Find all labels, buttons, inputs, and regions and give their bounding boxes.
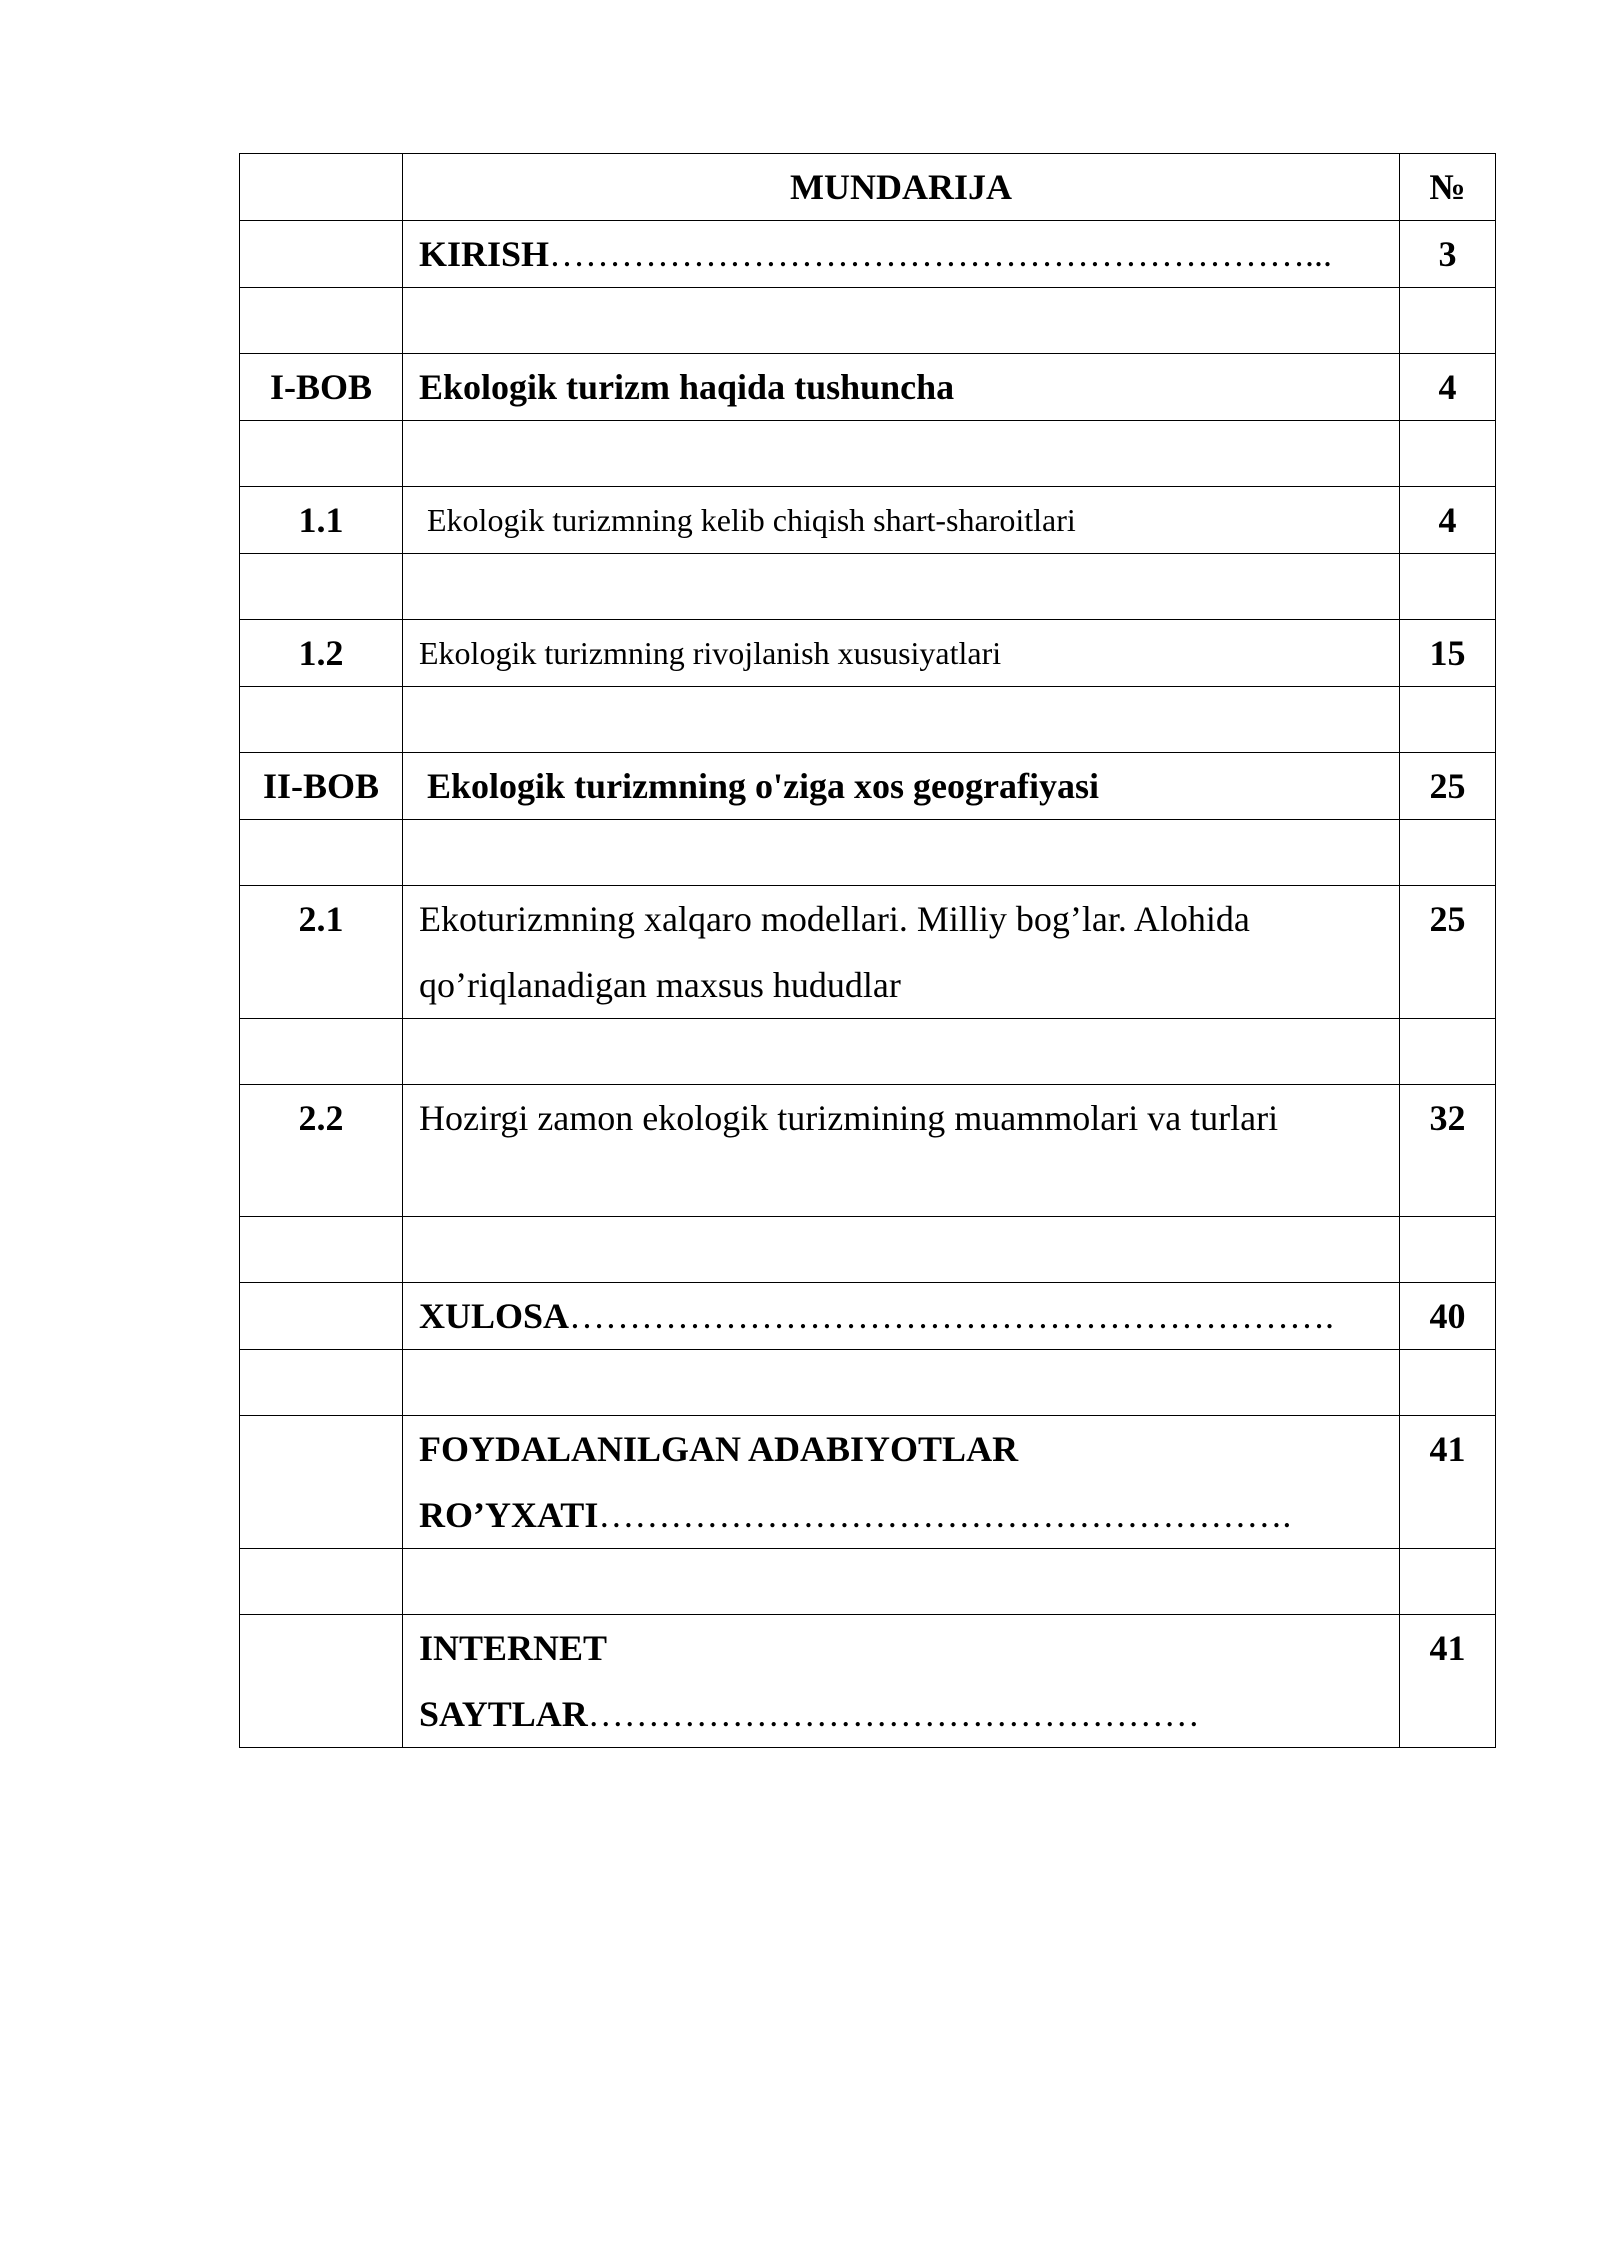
toc-entry-num [240, 1416, 403, 1549]
toc-cell-empty [240, 154, 403, 221]
toc-spacer-row [240, 288, 1496, 354]
toc-entry-page: 41 [1400, 1416, 1496, 1549]
toc-spacer-row [240, 687, 1496, 753]
toc-entry-title-line1: INTERNET [419, 1628, 608, 1668]
toc-entry-page: 15 [1400, 620, 1496, 687]
toc-entry-page: 4 [1400, 487, 1496, 554]
toc-entry-num [240, 221, 403, 288]
toc-row-section-2-2 [240, 1085, 1496, 1217]
toc-spacer-row [240, 421, 1496, 487]
toc-title: MUNDARIJA [403, 154, 1400, 221]
toc-entry-page: 4 [1400, 354, 1496, 421]
toc-spacer-row [240, 1019, 1496, 1085]
toc-entry-title: Ekologik turizm haqida tushuncha [403, 354, 1400, 421]
toc-entry-leader: ………………………………………………………... [549, 234, 1333, 274]
toc-row-chapter-1 [240, 354, 1496, 421]
toc-entry-leader: ………………………………………………………. [569, 1296, 1335, 1336]
toc-entry-leader: …………………………………………………. [598, 1495, 1292, 1535]
toc-entry-title: Ekologik turizmning o'ziga xos geografiyasi [403, 753, 1400, 820]
toc-entry-page: 25 [1400, 886, 1496, 1019]
toc-entry-title [403, 1615, 1400, 1748]
toc-entry-title: Ekologik turizmning kelib chiqish shart-sharoitlari [403, 487, 1400, 554]
toc-row-section-1-1 [240, 487, 1496, 554]
toc-spacer-row [240, 1350, 1496, 1416]
toc-entry-page: 25 [1400, 753, 1496, 820]
toc-entry-num [240, 1615, 403, 1748]
toc-row-conclusion [240, 1283, 1496, 1350]
toc-entry-num: 2.1 [240, 886, 403, 1019]
toc-entry-title: Ekologik turizmning rivojlanish xususiyatlari [403, 620, 1400, 687]
toc-entry-title: Ekoturizmning xalqaro modellari. Milliy bog’lar. Alohida qo’riqlanadigan maxsus hududlar [403, 886, 1400, 1019]
table-of-contents [239, 153, 1496, 1748]
toc-entry-num: II-BOB [240, 753, 403, 820]
toc-row-section-1-2 [240, 620, 1496, 687]
toc-entry-title-line2: RO’YXATI [419, 1495, 599, 1535]
toc-entry-num: I-BOB [240, 354, 403, 421]
toc-entry-num [240, 1283, 403, 1350]
toc-entry-title [403, 1416, 1400, 1549]
toc-row-references [240, 1416, 1496, 1549]
toc-entry-num: 1.2 [240, 620, 403, 687]
toc-row-internet-sites [240, 1615, 1496, 1748]
toc-spacer-row [240, 820, 1496, 886]
toc-entry-num: 2.2 [240, 1085, 403, 1217]
toc-entry-title-line1: FOYDALANILGAN ADABIYOTLAR [419, 1429, 1019, 1469]
toc-entry-page: 3 [1400, 221, 1496, 288]
toc-entry-title-text: XULOSA [419, 1296, 570, 1336]
toc-row-kirish [240, 221, 1496, 288]
toc-entry-title-text: KIRISH [419, 234, 550, 274]
toc-entry-page: 40 [1400, 1283, 1496, 1350]
toc-row-section-2-1 [240, 886, 1496, 1019]
toc-spacer-row [240, 554, 1496, 620]
toc-entry-page: 32 [1400, 1085, 1496, 1217]
toc-spacer-row [240, 1217, 1496, 1283]
toc-number-sign: № [1400, 154, 1496, 221]
toc-entry-title [403, 1283, 1400, 1350]
toc-entry-num: 1.1 [240, 487, 403, 554]
toc-entry-title [403, 221, 1400, 288]
toc-entry-leader: …………………………………………… [587, 1694, 1200, 1734]
toc-entry-title-line2: SAYTLAR [419, 1694, 588, 1734]
toc-row-chapter-2 [240, 753, 1496, 820]
toc-entry-page: 41 [1400, 1615, 1496, 1748]
toc-header-row [240, 154, 1496, 221]
toc-entry-title: Hozirgi zamon ekologik turizmining muammolari va turlari [403, 1085, 1400, 1217]
toc-spacer-row [240, 1549, 1496, 1615]
